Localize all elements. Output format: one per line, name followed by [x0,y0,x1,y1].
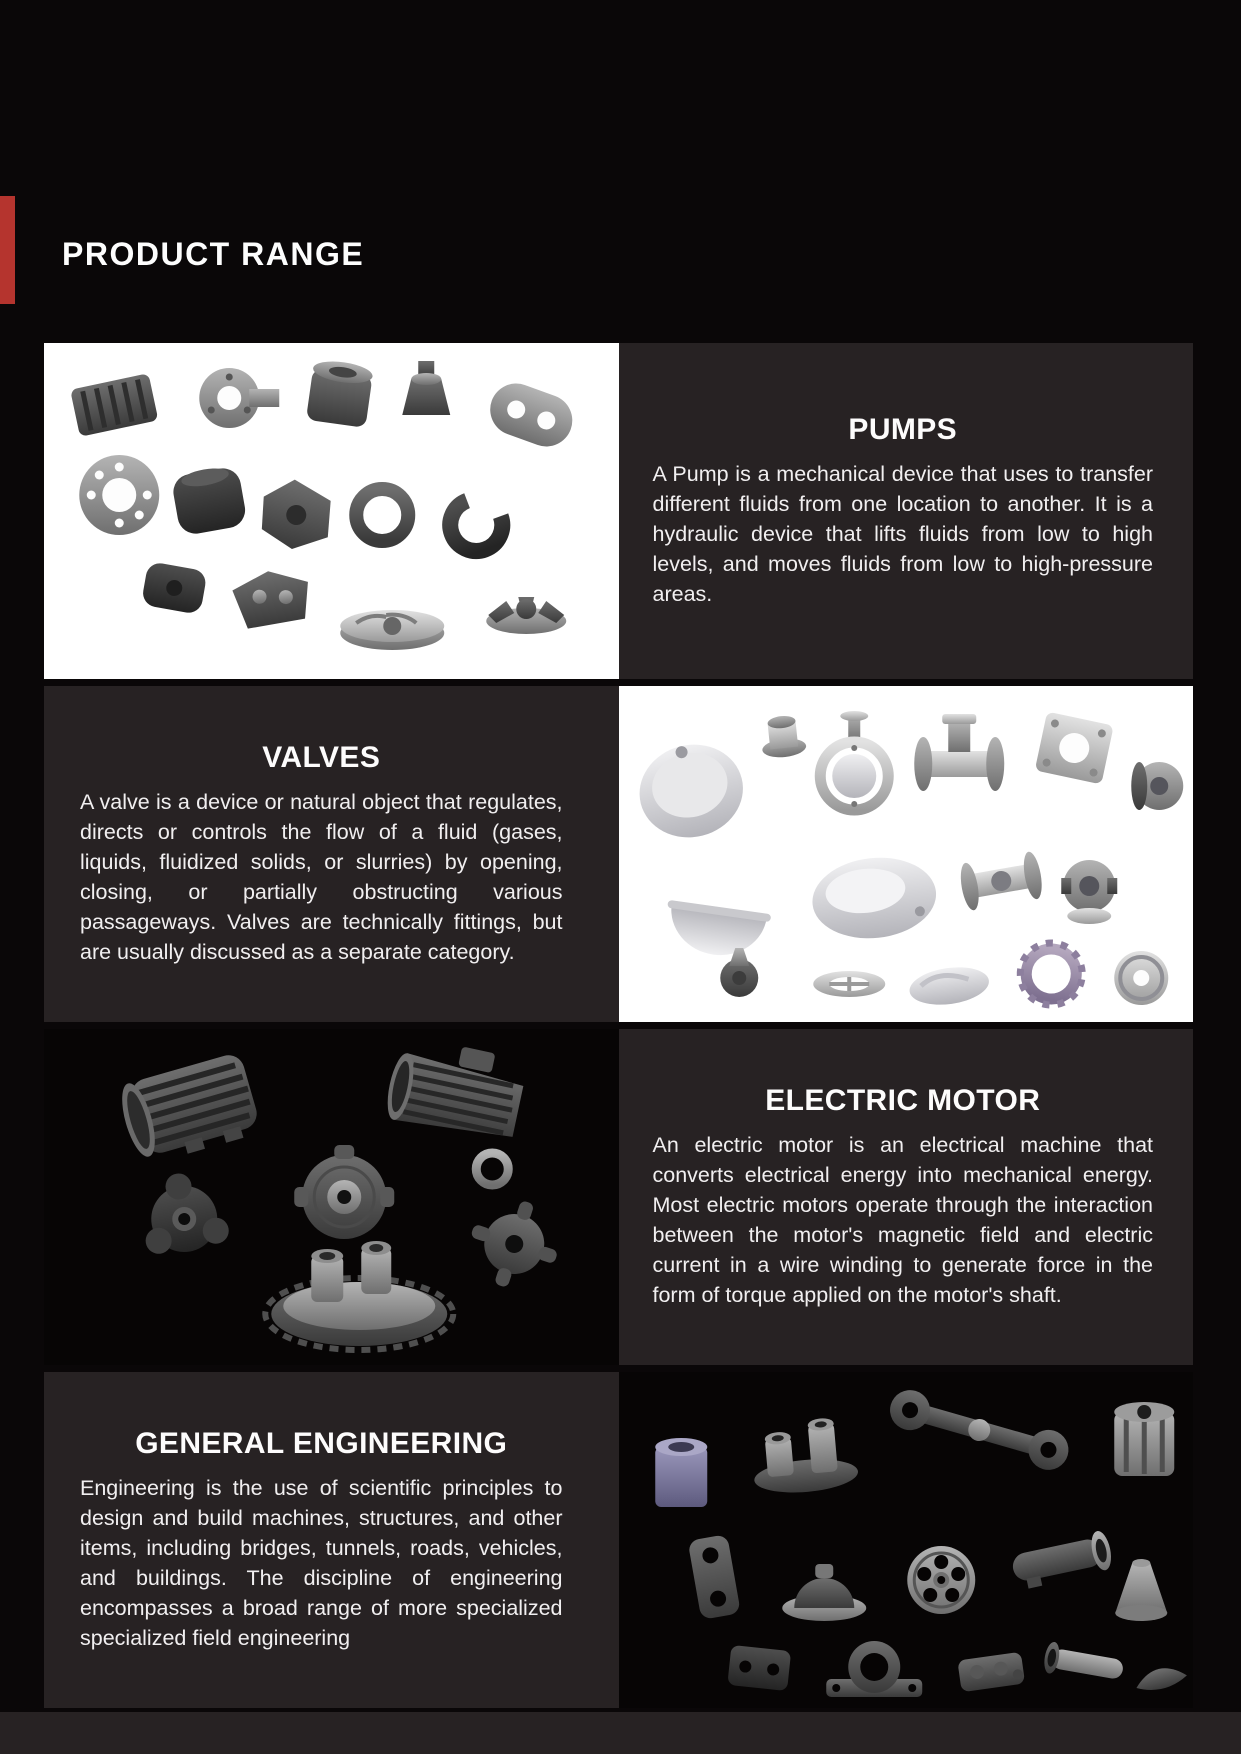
row-electric-motor [44,1029,1193,1365]
row-pumps [44,343,1193,679]
footer-strip [0,1712,1241,1754]
row-general-engineering [44,1372,1193,1708]
product-grid [44,343,1193,1715]
general-engineering-castings-image [619,1372,1194,1708]
general-engineering-body: Engineering is the use of scientific principles to design and build machines, structures, and other items, including bridges, tunnels, roads, vehicles, and buildings. The discipline of engineering encompasses a broad range of more specialized specialized field engineering [80,1476,563,1650]
pump-castings-image [44,343,619,679]
pumps-body: A Pump is a mechanical device that uses to transfer different fluids from one location to another. It is a hydraulic device that lifts fluids from low to high levels, and moves fluids from low to high-pressure areas. [652,462,1153,606]
red-accent-bar [0,196,15,304]
row-valves [44,686,1193,1022]
general-engineering-heading: GENERAL ENGINEERING [135,1427,508,1460]
general-engineering-text-panel [44,1372,619,1708]
valves-heading: VALVES [262,741,381,774]
page-title: PRODUCT RANGE [62,236,365,272]
electric-motor-castings-image [44,1029,619,1365]
electric-motor-text-panel [619,1029,1194,1365]
valves-text-panel [44,686,619,1022]
electric-motor-heading: ELECTRIC MOTOR [765,1084,1041,1117]
valves-body: A valve is a device or natural object that regulates, directs or controls the flow of a fluid (gases, liquids, fluidized solids, or slurries) by opening, closing, or partially obstructing various passageways. Valves are technically fittings, but are usually discussed as a separate category. [80,790,563,964]
valve-castings-image [619,686,1194,1022]
pumps-text-panel [619,343,1194,679]
electric-motor-body: An electric motor is an electrical machine that converts electrical energy into mechanical energy. Most electric motors operate through the interaction between the motor's magnetic field and electric current in a wire winding to generate force in the form of torque applied on the motor's shaft. [652,1133,1153,1307]
pumps-heading: PUMPS [848,413,958,446]
